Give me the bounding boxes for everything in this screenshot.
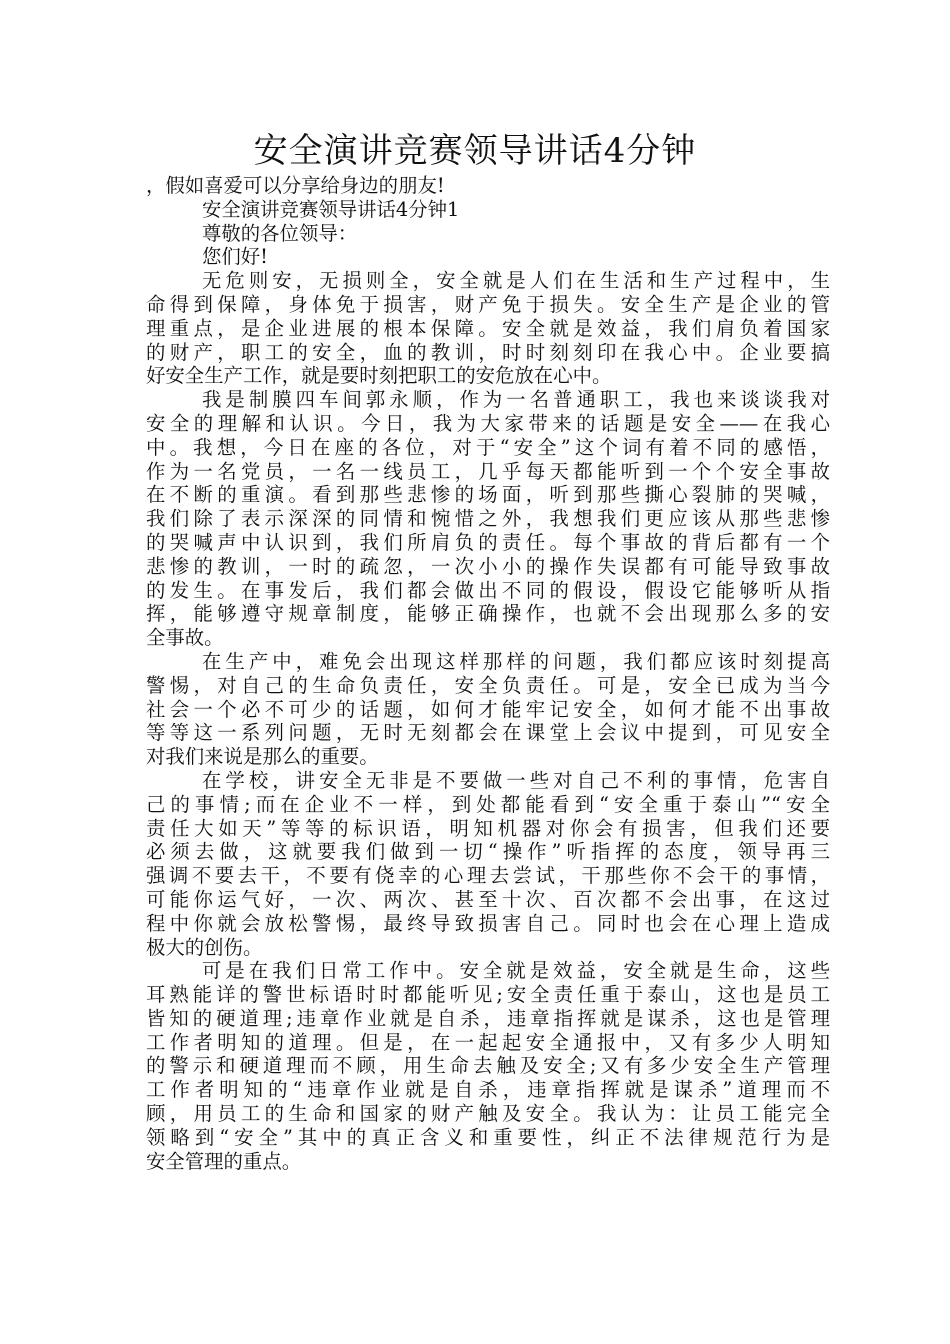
- text-line: 无危则安，无损则全，安全就是人们在生活和生产过程中，生: [202, 269, 830, 293]
- text-line: 挥，能够遵守规章制度，能够正确操作，也就不会出现那么多的安: [146, 602, 830, 626]
- text-line: 的发生。在事发后，我们都会做出不同的假设，假设它能够听从指: [146, 578, 830, 602]
- text-line: 我们除了表示深深的同情和惋惜之外，我想我们更应该从那些悲惨: [146, 507, 830, 531]
- text-line: 对我们来说是那么的重要。: [146, 745, 379, 769]
- text-line: 在不断的重演。看到那些悲惨的场面，听到那些撕心裂肺的哭喊，: [146, 483, 830, 507]
- text-line: 的财产，职工的安全，血的教训，时时刻刻印在我心中。企业要搞: [146, 340, 830, 364]
- text-line: 耳熟能详的警世标语时时都能听见;安全责任重于泰山，这也是员工: [146, 983, 830, 1007]
- text-line: 责任大如天”等等的标识语，明知机器对你会有损害，但我们还要: [146, 816, 830, 840]
- text-line: 己的事情;而在企业不一样，到处都能看到“安全重于泰山”“安全: [146, 792, 830, 816]
- text-line: 全事故。: [146, 626, 224, 650]
- text-line: 在生产中，难免会出现这样那样的问题，我们都应该时刻提高: [202, 649, 830, 673]
- text-line: 好安全生产工作，就是要时刻把职工的安危放在心中。: [146, 364, 612, 388]
- text-line: 命得到保障，身体免于损害，财产免于损失。安全生产是企业的管: [146, 292, 830, 316]
- text-line: 强调不要去干，不要有侥幸的心理去尝试，干那些你不会干的事情，: [146, 864, 830, 888]
- text-line: 作为一名党员，一名一线员工，几乎每天都能听到一个个安全事故: [146, 459, 830, 483]
- document-title: 安全演讲竞赛领导讲话4分钟: [253, 131, 697, 171]
- text-line: 理重点，是企业进展的根本保障。安全就是效益，我们肩负着国家: [146, 316, 830, 340]
- text-line: 安全的理解和认识。今日，我为大家带来的话题是安全——在我心: [146, 411, 830, 435]
- text-line: 的哭喊声中认识到，我们所肩负的责任。每个事故的背后都有一个: [146, 530, 830, 554]
- text-line: 您们好!: [202, 245, 268, 269]
- text-line: 安全演讲竞赛领导讲话4分钟1: [202, 197, 460, 221]
- text-line: 社会一个必不可少的话题，如何才能牢记安全，如何才能不出事故: [146, 697, 830, 721]
- text-line: 顾，用员工的生命和国家的财产触及安全。我认为：让员工能完全: [146, 1102, 830, 1126]
- text-line: 皆知的硬道理;违章作业就是自杀，违章指挥就是谋杀，这也是管理: [146, 1006, 830, 1030]
- text-line: 必须去做，这就要我们做到一切“操作”听指挥的态度，领导再三: [146, 840, 830, 864]
- text-line: 工作者明知的“违章作业就是自杀，违章指挥就是谋杀”道理而不: [146, 1078, 830, 1102]
- text-line: 领略到“安全”其中的真正含义和重要性，纠正不法律规范行为是: [146, 1125, 830, 1149]
- text-line: 在学校，讲安全无非是不要做一些对自己不利的事情，危害自: [202, 768, 830, 792]
- text-line: 安全管理的重点。: [146, 1149, 302, 1173]
- text-line: 可是在我们日常工作中。安全就是效益，安全就是生命，这些: [202, 959, 830, 983]
- text-line: 悲惨的教训，一时的疏忽，一次小小的操作失误都有可能导致事故: [146, 554, 830, 578]
- text-line: 尊敬的各位领导：: [202, 221, 358, 245]
- text-line: 警惕，对自己的生命负责任，安全负责任。可是，安全已成为当今: [146, 673, 830, 697]
- text-line: 可能你运气好，一次、两次、甚至十次、百次都不会出事，在这过: [146, 887, 830, 911]
- text-line: 程中你就会放松警惕，最终导致损害自己。同时也会在心理上造成: [146, 911, 830, 935]
- document-body: [146, 174, 830, 1173]
- text-line: 等等这一系列问题，无时无刻都会在课堂上会议中提到，可见安全: [146, 721, 830, 745]
- text-line: ，假如喜爱可以分享给身边的朋友!: [146, 174, 445, 197]
- text-line: 我是制膜四车间郭永顺，作为一名普通职工，我也来谈谈我对: [202, 388, 830, 412]
- text-line: 极大的创伤。: [146, 935, 263, 959]
- text-line: 工作者明知的道理。但是，在一起起安全通报中，又有多少人明知: [146, 1030, 830, 1054]
- text-line: 的警示和硬道理而不顾，用生命去触及安全;又有多少安全生产管理: [146, 1054, 830, 1078]
- text-line: 中。我想，今日在座的各位，对于“安全”这个词有着不同的感悟，: [146, 435, 830, 459]
